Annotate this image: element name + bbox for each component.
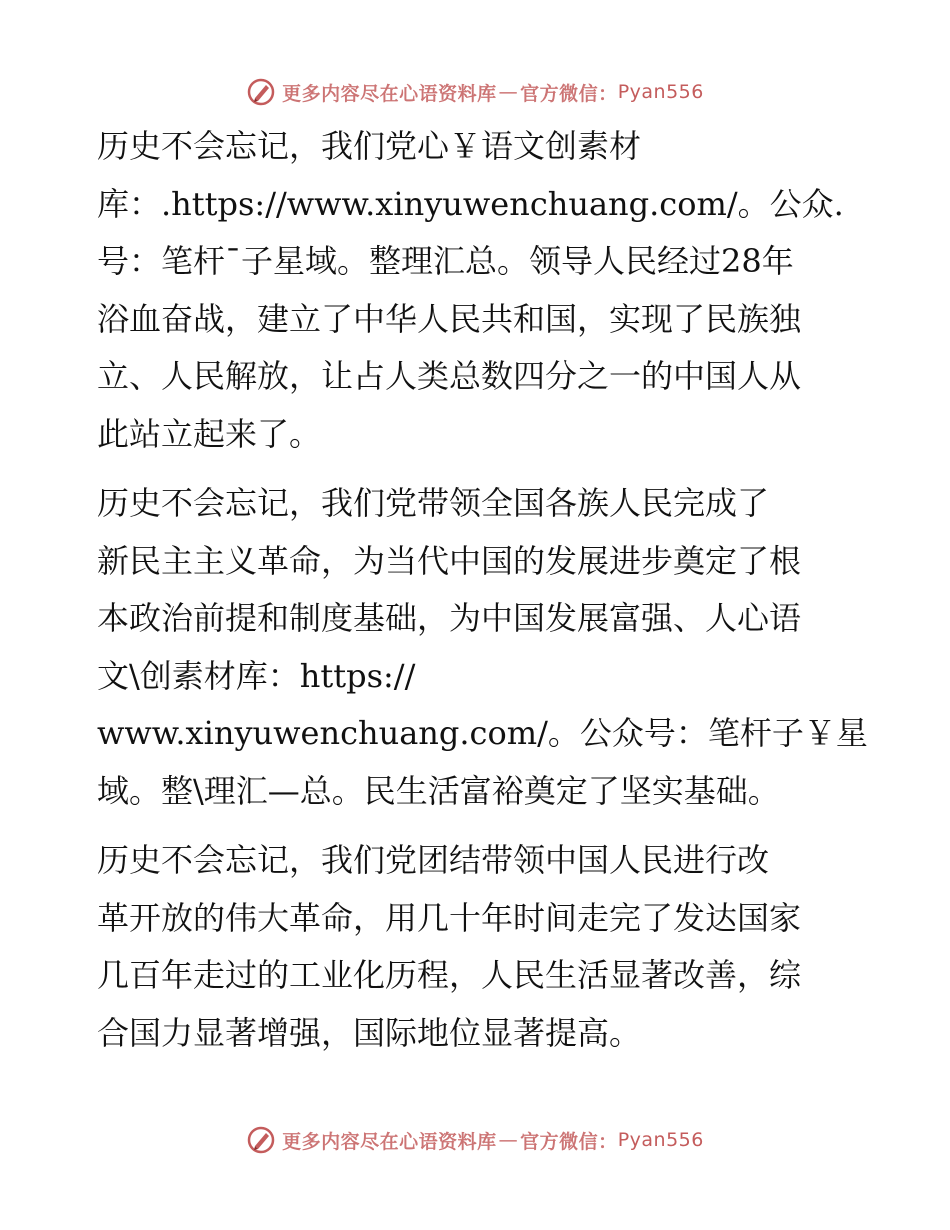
text-line: 合国力显著增强，国际地位显著提高。 (97, 1013, 642, 1052)
paragraph (97, 832, 857, 1062)
watermark-separator: — (498, 1129, 519, 1151)
text-line: 域。整\理汇—总。民生活富裕奠定了坚实基础。 (97, 771, 780, 810)
text-line: 浴血奋战，建立了中华人民共和国，实现了民族独 (97, 299, 802, 338)
text-line: 几百年走过的工业化历程，人民生活显著改善，综 (97, 956, 802, 994)
text-line: 库：.https://www.xinyuwenchuang.com/。公众. (97, 184, 844, 223)
watermark-title: 更多内容尽在心语资料库 (282, 82, 497, 105)
text-line: www.xinyuwenchuang.com/。公众号：笔杆子￥星 (97, 714, 868, 752)
text-line: 此站立起来了。 (97, 414, 322, 453)
watermark-title: 更多内容尽在心语资料库 (282, 1130, 497, 1153)
watermark-handle: Pyan556 (617, 81, 704, 103)
watermark-separator: — (498, 81, 519, 103)
text-line: 历史不会忘记，我们党心￥语文创素材 (97, 127, 642, 165)
watermark-label: 官方微信： (520, 1130, 618, 1153)
paragraph (97, 475, 868, 820)
text-line: 文\创素材库：https:// (97, 656, 416, 695)
watermark-label: 官方微信： (520, 82, 618, 105)
watermark-handle: Pyan556 (617, 1129, 704, 1151)
document-body (97, 118, 868, 1062)
footer-watermark (0, 1120, 950, 1160)
pen-logo-icon (246, 77, 276, 107)
text-line: 新民主主义革命，为当代中国的发展进步奠定了根 (97, 541, 802, 580)
paragraph-gap (97, 463, 857, 475)
header-watermark (0, 72, 950, 112)
text-line: 立、人民解放，让占人类总数四分之一的中国人从 (97, 357, 802, 395)
pen-logo-icon (246, 1125, 276, 1155)
text-line: 历史不会忘记，我们党带领全国各族人民完成了 (97, 484, 770, 522)
text-line: 本政治前提和制度基础，为中国发展富强、人心语 (97, 599, 802, 637)
paragraph (97, 118, 857, 463)
text-line: 号：笔杆¯子星域。整理汇总。领导人民经过28年 (97, 242, 794, 280)
text-line: 历史不会忘记，我们党团结带领中国人民进行改 (97, 841, 770, 879)
text-line: 革开放的伟大革命，用几十年时间走完了发达国家 (97, 898, 802, 937)
paragraph-gap (97, 820, 857, 832)
